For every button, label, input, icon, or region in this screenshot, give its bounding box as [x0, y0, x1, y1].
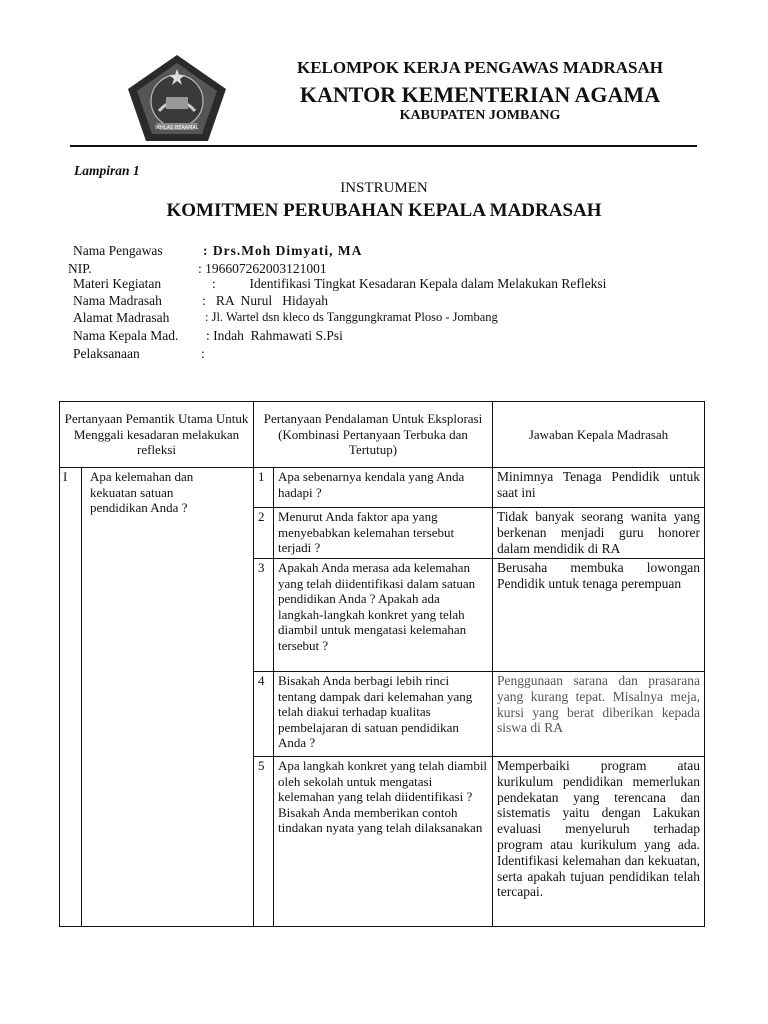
- info-value: : Indah Rahmawati S.Psi: [206, 328, 343, 343]
- sub-number: 3: [254, 559, 274, 672]
- info-label: Materi Kegiatan: [73, 276, 162, 291]
- instrument-table: [59, 401, 705, 927]
- info-label: NIP.: [68, 261, 92, 276]
- answer: Berusaha membuka lowongan Pendidik untuk tenaga perempuan: [493, 559, 705, 672]
- header-jawaban: Jawaban Kepala Madrasah: [493, 402, 705, 468]
- sub-number: 4: [254, 672, 274, 757]
- header-divider: [70, 145, 697, 147]
- lampiran-label: Lampiran 1: [74, 163, 140, 178]
- sub-question: Bisakah Anda berbagi lebih rinci tentang dampak dari kelemahan yang telah diakui terhadap kualitas pembelajaran di satuan pendidikan Anda ?: [274, 672, 493, 757]
- info-value: : Jl. Wartel dsn kleco ds Tanggungkramat Ploso - Jombang: [205, 310, 498, 324]
- info-label: Alamat Madrasah: [73, 310, 170, 325]
- sub-number: 2: [254, 508, 274, 559]
- header-pendalaman: Pertanyaan Pendalaman Untuk Eksplorasi (Kombinasi Pertanyaan Terbuka dan Tertutup): [254, 402, 493, 468]
- info-value: : Drs.Moh Dimyati, MA: [203, 243, 363, 258]
- table-header-row: [60, 402, 705, 468]
- info-label: Nama Madrasah: [73, 293, 162, 308]
- sub-number: 5: [254, 757, 274, 927]
- info-value: : 196607262003121001: [198, 261, 327, 276]
- sub-question: Menurut Anda faktor apa yang menyebabkan kelemahan tersebut terjadi ?: [274, 508, 493, 559]
- info-label: Pelaksanaan: [73, 346, 140, 361]
- svg-text:IKHLAS BERAMAL: IKHLAS BERAMAL: [155, 125, 199, 131]
- info-value: : Identifikasi Tingkat Kesadaran Kepala dalam Melakukan Refleksi: [212, 276, 607, 291]
- sub-question: Apa sebenarnya kendala yang Anda hadapi ?: [274, 468, 493, 508]
- org-name: KELOMPOK KERJA PENGAWAS MADRASAH: [297, 58, 663, 77]
- answer: Minimnya Tenaga Pendidik untuk saat ini: [493, 468, 705, 508]
- kemenag-logo: [126, 53, 228, 143]
- info-value: : RA Nurul Hidayah: [202, 293, 328, 308]
- info-value: :: [201, 346, 205, 361]
- main-number: I: [60, 468, 82, 927]
- table-row: [60, 468, 705, 508]
- ministry-name: KANTOR KEMENTERIAN AGAMA: [299, 82, 661, 107]
- answer: Tidak banyak seorang wanita yang berkenan menjadi guru honorer dalam mendidik di RA: [493, 508, 705, 559]
- info-label: Nama Kepala Mad.: [73, 328, 179, 343]
- info-label: Nama Pengawas: [73, 243, 163, 258]
- instrumen-label: INSTRUMEN: [340, 180, 428, 196]
- district-name: KABUPATEN JOMBANG: [399, 108, 561, 123]
- main-question: Apa kelemahan dan kekuatan satuan pendidikan Anda ?: [82, 468, 254, 927]
- sub-number: 1: [254, 468, 274, 508]
- document-title: KOMITMEN PERUBAHAN KEPALA MADRASAH: [166, 200, 602, 221]
- answer: Penggunaan sarana dan prasarana yang kurang tepat. Misalnya meja, kursi yang berat diberikan kepada siswa di RA: [493, 672, 705, 757]
- header-pemantik: Pertanyaan Pemantik Utama Untuk Menggali kesadaran melakukan refleksi: [60, 402, 254, 468]
- answer: Memperbaiki program atau kurikulum pendidikan memerlukan pendekatan yang terencana dan sistematis yaitu dengan Lakukan evaluasi menyeluruh terhadap program atau kurikulum yang ada. Identifikasi kelemahan dan kekuatan, serta apakah tujuan pendidikan telah tercapai.: [493, 757, 705, 927]
- sub-question: Apa langkah konkret yang telah diambil oleh sekolah untuk mengatasi kelemahan yang telah diidentifikasi ? Bisakah Anda memberikan contoh tindakan nyata yang telah dilaksanakan: [274, 757, 493, 927]
- sub-question: Apakah Anda merasa ada kelemahan yang telah diidentifikasi dalam satuan pendidikan Anda ? Apakah ada langkah-langkah konkret yang telah diambil untuk mengatasi kelemahan tersebut ?: [274, 559, 493, 672]
